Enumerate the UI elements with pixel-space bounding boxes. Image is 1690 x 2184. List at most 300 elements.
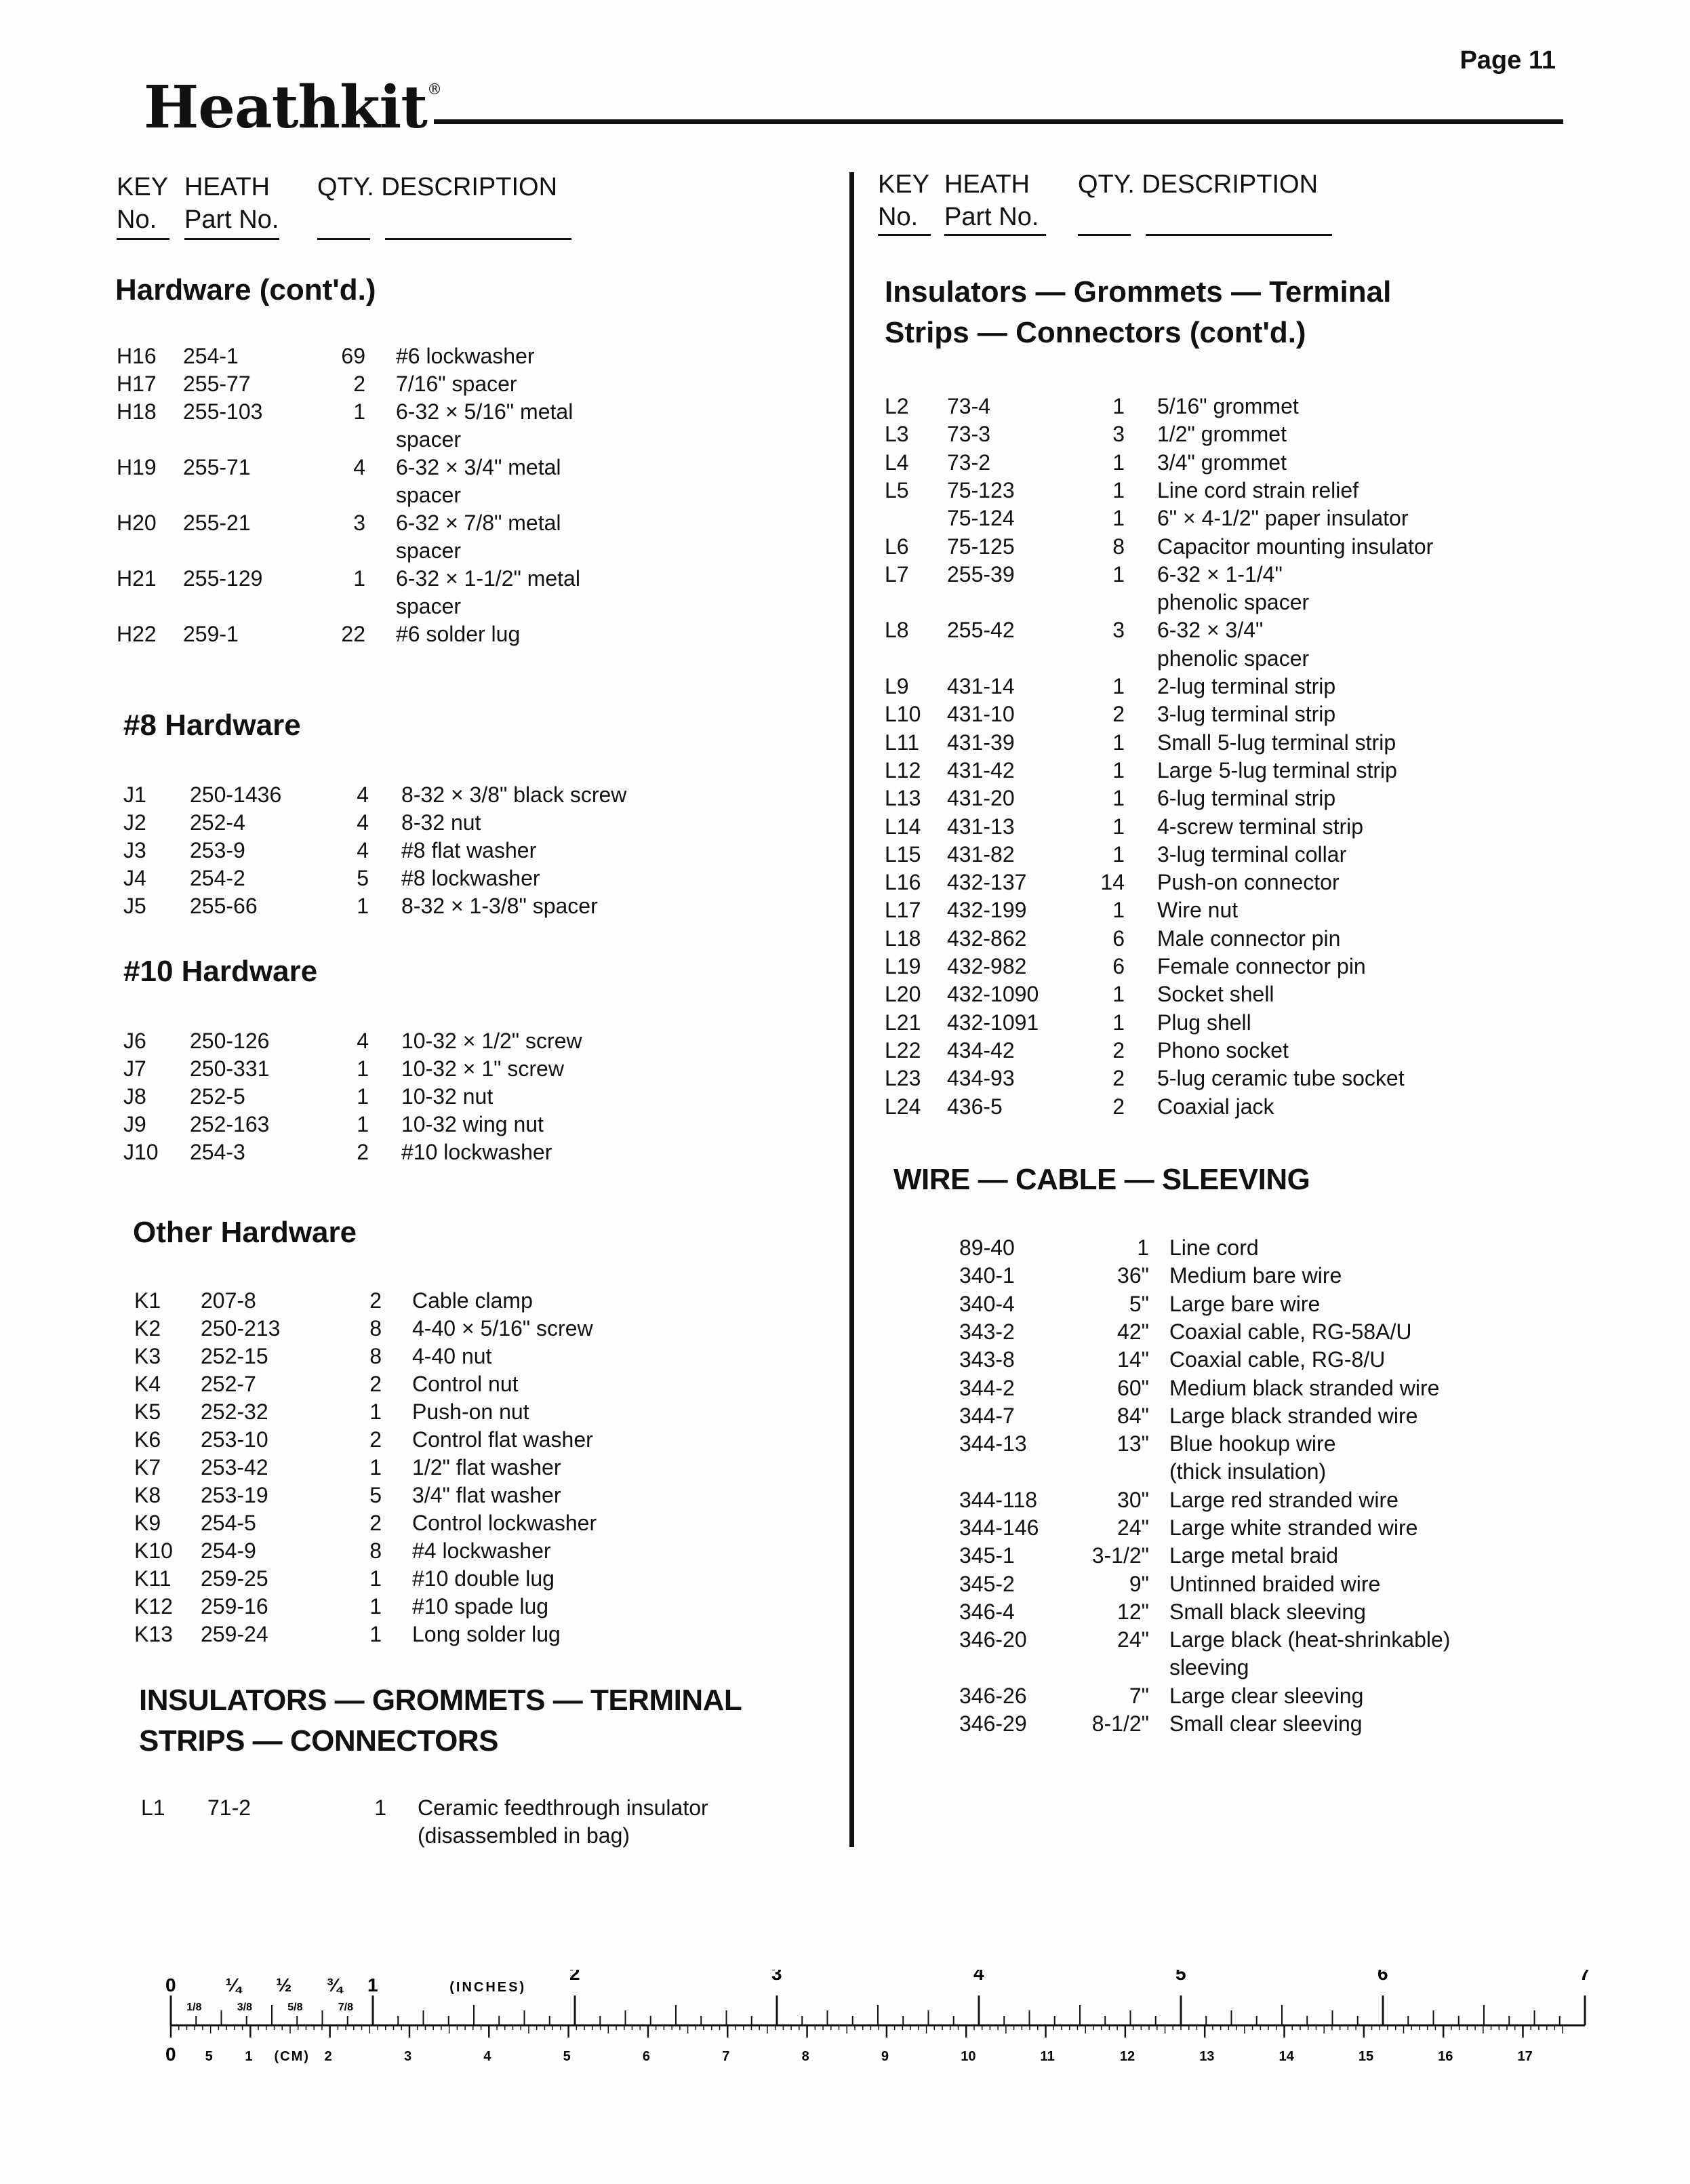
quantity: 2 (357, 1140, 369, 1164)
part-number: 259-1 (183, 622, 239, 646)
quantity: 1 (1112, 898, 1125, 923)
ruler-cm-label: 4 (483, 2049, 491, 2064)
ruler-cm-label: 7 (722, 2049, 730, 2064)
key-number: H19 (117, 455, 157, 479)
part-number: 255-129 (183, 566, 263, 591)
description: 5-lug ceramic tube socket (1157, 1066, 1405, 1091)
quantity: 1 (1112, 814, 1125, 839)
table-row (891, 1262, 1637, 1290)
table-row (885, 616, 1630, 673)
header-no: No. (117, 205, 157, 234)
description: Push-on nut (412, 1399, 529, 1424)
description: Long solder lug (412, 1622, 561, 1646)
description: 6-32 × 1-1/4" (1157, 561, 1283, 587)
part-number: 254-5 (201, 1511, 256, 1535)
ruler-cm-label: 5 (205, 2049, 213, 2064)
description: Medium bare wire (1169, 1263, 1342, 1288)
table-row (891, 1318, 1637, 1346)
key-number: K10 (134, 1538, 173, 1563)
table-row (885, 1009, 1630, 1037)
key-number: L16 (885, 870, 921, 895)
header-underline (1078, 234, 1131, 236)
part-number: 432-1091 (947, 1010, 1039, 1035)
ruler-cm-label: 8 (801, 2049, 809, 2064)
description: Female connector pin (1157, 954, 1366, 978)
part-number: 431-39 (947, 730, 1015, 755)
description: spacer (396, 427, 462, 452)
part-number: 432-137 (947, 870, 1027, 895)
part-number: 340-4 (959, 1291, 1015, 1316)
description: Small clear sleeving (1169, 1711, 1363, 1736)
table-row (885, 449, 1630, 477)
ruler-fraction-label: 7/8 (338, 2002, 353, 2013)
description: Small black sleeving (1169, 1599, 1366, 1624)
description: #8 flat washer (401, 838, 537, 862)
key-number: J1 (123, 782, 146, 807)
quantity: 3 (1112, 422, 1125, 447)
description: Small 5-lug terminal strip (1157, 730, 1396, 755)
description: 8-32 × 3/8" black screw (401, 782, 627, 807)
ruler-inch-label: 4 (973, 1970, 984, 1984)
part-number: 432-1090 (947, 982, 1039, 1007)
header-underline (1146, 234, 1332, 236)
description: 10-32 wing nut (401, 1112, 544, 1136)
part-number: 346-20 (959, 1627, 1027, 1652)
description: spacer (396, 538, 462, 563)
key-number: L5 (885, 477, 909, 502)
description: Untinned braided wire (1169, 1571, 1381, 1596)
table-row (891, 1402, 1637, 1430)
ruler-cm-label: 16 (1438, 2049, 1453, 2064)
table-row (885, 393, 1630, 420)
part-number: 255-21 (183, 511, 251, 535)
header-underline (184, 238, 279, 240)
part-number: 75-125 (947, 534, 1015, 559)
description: #6 lockwasher (396, 344, 535, 368)
table-row (885, 504, 1630, 532)
quantity: 4 (357, 838, 369, 862)
key-number: J9 (123, 1112, 146, 1136)
table-row (885, 561, 1630, 617)
table-row (885, 980, 1630, 1008)
description: 10-32 × 1" screw (401, 1056, 564, 1081)
part-number: 431-10 (947, 702, 1015, 727)
key-number: H20 (117, 511, 157, 535)
quantity: 1 (369, 1594, 382, 1619)
ruler-inch-label: 3 (771, 1970, 782, 1984)
description: Wire nut (1157, 898, 1239, 923)
quantity: 9" (1129, 1571, 1149, 1596)
table-row (134, 1315, 880, 1343)
key-number: K5 (134, 1399, 161, 1424)
part-number: 75-123 (947, 477, 1015, 502)
description: Large clear sleeving (1169, 1683, 1364, 1708)
key-number: H17 (117, 372, 157, 396)
key-number: L3 (885, 422, 909, 447)
table-row (117, 454, 862, 509)
quantity: 1 (1112, 450, 1125, 475)
part-number: 344-146 (959, 1515, 1039, 1540)
description: Control nut (412, 1372, 519, 1396)
key-number: L19 (885, 954, 921, 978)
quantity: 24" (1117, 1627, 1149, 1652)
table-row (134, 1398, 880, 1426)
part-number: 73-3 (947, 422, 991, 447)
table-row (891, 1514, 1637, 1542)
quantity: 42" (1117, 1319, 1149, 1344)
description: (disassembled in bag) (418, 1823, 630, 1848)
table-row (123, 1027, 869, 1055)
table-row (885, 925, 1630, 953)
part-number: 75-124 (947, 506, 1015, 531)
table-row (885, 785, 1630, 812)
quantity: 4 (357, 782, 369, 807)
table-row (117, 565, 862, 620)
part-number: 432-199 (947, 898, 1027, 923)
quantity: 1 (1112, 1010, 1125, 1035)
table-row (134, 1343, 880, 1370)
description: 6-32 × 1-1/2" metal (396, 566, 580, 591)
brand-name: Heathkit (144, 73, 427, 142)
ruler-graphic (156, 1970, 1593, 2078)
part-number: 343-8 (959, 1347, 1015, 1372)
quantity: 8 (369, 1538, 382, 1563)
part-number: 253-10 (201, 1427, 268, 1452)
description: 2-lug terminal strip (1157, 674, 1336, 698)
key-number: H16 (117, 344, 157, 368)
quantity: 2 (369, 1427, 382, 1452)
quantity: 12" (1117, 1599, 1149, 1624)
ruler-cm-label: 2 (324, 2049, 332, 2064)
ruler-inch-label: ½ (276, 1974, 292, 1996)
description: 6-32 × 7/8" metal (396, 511, 561, 535)
quantity: 3-1/2" (1091, 1543, 1149, 1568)
key-number: H21 (117, 566, 157, 591)
table-row (134, 1454, 880, 1482)
part-number: 250-1436 (190, 782, 282, 807)
description: Medium black stranded wire (1169, 1375, 1440, 1400)
part-number: 344-13 (959, 1431, 1027, 1456)
description: 3-lug terminal strip (1157, 702, 1336, 727)
ruler-cm-label: 17 (1517, 2049, 1533, 2064)
description: Blue hookup wire (1169, 1431, 1336, 1456)
description: Line cord (1169, 1235, 1259, 1260)
table-row (117, 620, 862, 648)
description: Push-on connector (1157, 870, 1340, 895)
table-row (885, 813, 1630, 841)
header-underline (117, 238, 169, 240)
quantity: 4 (357, 1029, 369, 1053)
table-row (123, 1111, 869, 1138)
description: Large white stranded wire (1169, 1515, 1418, 1540)
key-number: K4 (134, 1372, 161, 1396)
key-number: J6 (123, 1029, 146, 1053)
ruler-inch-label: 2 (569, 1970, 580, 1984)
table-row (123, 892, 869, 920)
key-number: H18 (117, 399, 157, 424)
table-row (885, 757, 1630, 785)
description: Ceramic feedthrough insulator (418, 1795, 708, 1820)
description: Plug shell (1157, 1010, 1251, 1035)
table-row (134, 1426, 880, 1454)
measurement-ruler (156, 1970, 1593, 2078)
part-number: 436-5 (947, 1094, 1003, 1119)
key-number: L6 (885, 534, 909, 559)
quantity: 1 (1112, 786, 1125, 811)
part-number: 253-42 (201, 1455, 268, 1480)
key-number: J8 (123, 1084, 146, 1109)
description: 8-32 nut (401, 810, 481, 835)
description: Coaxial cable, RG-8/U (1169, 1347, 1386, 1372)
key-number: L20 (885, 982, 921, 1007)
ruler-cm-label: 6 (642, 2049, 651, 2064)
table-row (134, 1370, 880, 1398)
table-row (117, 342, 862, 370)
part-number: 255-71 (183, 455, 251, 479)
quantity: 1 (1112, 477, 1125, 502)
quantity: 1 (1112, 757, 1125, 782)
quantity: 1 (1112, 982, 1125, 1007)
description: Large metal braid (1169, 1543, 1339, 1568)
quantity: 1 (369, 1566, 382, 1591)
description: Line cord strain relief (1157, 477, 1359, 502)
key-number: K9 (134, 1511, 161, 1535)
quantity: 2 (1112, 702, 1125, 727)
ruler-fraction-label: 1/8 (186, 2002, 202, 2013)
key-number: J3 (123, 838, 146, 862)
description: Male connector pin (1157, 926, 1341, 951)
table-row (123, 809, 869, 837)
table-row (885, 841, 1630, 869)
table-row (885, 896, 1630, 924)
part-number: 343-2 (959, 1319, 1015, 1344)
header-underline (944, 234, 1046, 236)
section-title-insulators-contd-line1: Insulators — Grommets — Terminal (885, 275, 1392, 309)
description: sleeving (1169, 1655, 1249, 1680)
key-number: L11 (885, 730, 920, 755)
quantity: 6 (1112, 926, 1125, 951)
table-row (885, 953, 1630, 980)
part-number: 344-7 (959, 1403, 1015, 1428)
quantity: 8 (1112, 534, 1125, 559)
description: 8-32 × 1-3/8" spacer (401, 894, 598, 918)
ruler-inch-label: 5 (1175, 1970, 1186, 1984)
key-number: K6 (134, 1427, 161, 1452)
table-row (134, 1482, 880, 1509)
quantity: 1 (369, 1455, 382, 1480)
part-number: 431-82 (947, 841, 1015, 867)
quantity: 8 (369, 1344, 382, 1368)
right-header (878, 168, 929, 233)
ruler-cm-label: 1 (245, 2049, 253, 2064)
left-header (117, 171, 168, 236)
table-row (123, 1138, 869, 1166)
key-number: L14 (885, 814, 921, 839)
ruler-cm-label: 12 (1119, 2049, 1135, 2064)
quantity: 1 (1112, 506, 1125, 531)
header-key: KEY (878, 170, 930, 199)
key-number: L10 (885, 702, 921, 727)
table-row (885, 673, 1630, 700)
description: 4-screw terminal strip (1157, 814, 1364, 839)
quantity: 69 (341, 344, 365, 368)
description: 10-32 × 1/2" screw (401, 1029, 582, 1053)
description: spacer (396, 483, 462, 507)
quantity: 1 (374, 1795, 386, 1820)
part-number: 254-2 (190, 866, 245, 890)
quantity: 1 (1112, 841, 1125, 867)
quantity: 1 (353, 566, 365, 591)
key-number: K13 (134, 1622, 173, 1646)
table-row (885, 533, 1630, 561)
key-number: J4 (123, 866, 146, 890)
quantity: 1 (1112, 561, 1125, 587)
description: Phono socket (1157, 1037, 1289, 1063)
description: (thick insulation) (1169, 1459, 1327, 1484)
quantity: 24" (1117, 1515, 1149, 1540)
table-row (885, 1065, 1630, 1092)
quantity: 13" (1117, 1431, 1149, 1456)
part-number: 432-982 (947, 954, 1027, 978)
key-number: J5 (123, 894, 146, 918)
quantity: 2 (1112, 1066, 1125, 1091)
part-number: 252-7 (201, 1372, 256, 1396)
description: Cable clamp (412, 1288, 533, 1313)
ruler-cm-label: 9 (881, 2049, 889, 2064)
part-number: 255-103 (183, 399, 263, 424)
part-number: 254-3 (190, 1140, 245, 1164)
table-row (134, 1593, 880, 1621)
part-number: 346-26 (959, 1683, 1027, 1708)
table-row (891, 1570, 1637, 1598)
key-number: K12 (134, 1594, 173, 1619)
part-number: 346-29 (959, 1711, 1027, 1736)
table-row (123, 1083, 869, 1111)
ruler-inch-label: ¾ (326, 1974, 342, 1996)
section-title-insulators-line1: INSULATORS — GROMMETS — TERMINAL (139, 1684, 742, 1717)
description: phenolic spacer (1157, 590, 1310, 615)
ruler-cm-label: 13 (1199, 2049, 1215, 2064)
part-number: 259-25 (201, 1566, 268, 1591)
quantity: 1 (1112, 394, 1125, 418)
part-number: 431-20 (947, 786, 1015, 811)
table-row (885, 700, 1630, 728)
section-title-10-hardware: #10 Hardware (123, 955, 318, 988)
part-number: 252-15 (201, 1344, 268, 1368)
description: 6-32 × 3/4" metal (396, 455, 561, 479)
header-qty-desc: QTY. DESCRIPTION (1078, 170, 1319, 199)
table-row (891, 1430, 1637, 1486)
description: 7/16" spacer (396, 372, 517, 396)
table-row (885, 477, 1630, 504)
quantity: 2 (369, 1372, 382, 1396)
description: #10 lockwasher (401, 1140, 552, 1164)
header-underline (878, 234, 931, 236)
description: Coaxial jack (1157, 1094, 1274, 1119)
key-number: L8 (885, 618, 909, 643)
description: spacer (396, 594, 462, 618)
quantity: 2 (369, 1288, 382, 1313)
key-number: K8 (134, 1483, 161, 1507)
part-number: 259-24 (201, 1622, 268, 1646)
quantity: 4 (353, 455, 365, 479)
registered-mark: ® (426, 81, 441, 98)
header-rule (434, 119, 1563, 124)
table-row (885, 729, 1630, 757)
description: 3/4" flat washer (412, 1483, 561, 1507)
part-number: 73-4 (947, 394, 991, 418)
quantity: 30" (1117, 1487, 1149, 1512)
ruler-inch-label: 6 (1377, 1970, 1388, 1984)
heathkit-logo (144, 73, 441, 142)
part-number: 259-16 (201, 1594, 268, 1619)
part-number: 344-2 (959, 1375, 1015, 1400)
quantity: 1 (357, 1056, 369, 1081)
ruler-cm-label: 10 (961, 2049, 976, 2064)
key-number: L18 (885, 926, 921, 951)
table-row (891, 1486, 1637, 1514)
key-number: K1 (134, 1288, 161, 1313)
table-row (891, 1234, 1637, 1262)
description: 5/16" grommet (1157, 394, 1299, 418)
quantity: 7" (1129, 1683, 1149, 1708)
header-key: KEY (117, 173, 169, 201)
part-number: 254-9 (201, 1538, 256, 1563)
table-row (891, 1626, 1637, 1682)
header-no: No. (878, 203, 919, 231)
quantity: 5 (357, 866, 369, 890)
key-number: L13 (885, 786, 921, 811)
key-number: L24 (885, 1094, 921, 1119)
table-row (117, 509, 862, 565)
part-number: 207-8 (201, 1288, 256, 1313)
key-number: L22 (885, 1037, 921, 1063)
header-heath: HEATH (184, 173, 270, 201)
part-number: 253-19 (201, 1483, 268, 1507)
table-row (885, 869, 1630, 896)
description: Control lockwasher (412, 1511, 597, 1535)
description: 6-32 × 5/16" metal (396, 399, 574, 424)
table-row (117, 398, 862, 454)
table-row (123, 1055, 869, 1083)
table-row (123, 865, 869, 892)
quantity: 6 (1112, 954, 1125, 978)
table-row (885, 420, 1630, 448)
quantity: 2 (353, 372, 365, 396)
description: 10-32 nut (401, 1084, 494, 1109)
description: 3-lug terminal collar (1157, 841, 1347, 867)
part-number: 250-126 (190, 1029, 270, 1053)
table-row (141, 1794, 887, 1850)
quantity: 1 (1137, 1235, 1149, 1260)
header-underline (385, 238, 571, 240)
description: 4-40 nut (412, 1344, 492, 1368)
part-number: 89-40 (959, 1235, 1015, 1260)
key-number: K2 (134, 1316, 161, 1341)
left-header-heath (184, 171, 279, 236)
quantity: 84" (1117, 1403, 1149, 1428)
description: 6" × 4-1/2" paper insulator (1157, 506, 1409, 531)
table-row (134, 1287, 880, 1315)
ruler-cm-label: 3 (403, 2049, 412, 2064)
quantity: 5 (369, 1483, 382, 1507)
part-number: 434-42 (947, 1037, 1015, 1063)
quantity: 1 (357, 1112, 369, 1136)
part-number: 345-1 (959, 1543, 1015, 1568)
description: Control flat washer (412, 1427, 593, 1452)
key-number: K11 (134, 1566, 172, 1591)
part-number: 344-118 (959, 1487, 1038, 1512)
